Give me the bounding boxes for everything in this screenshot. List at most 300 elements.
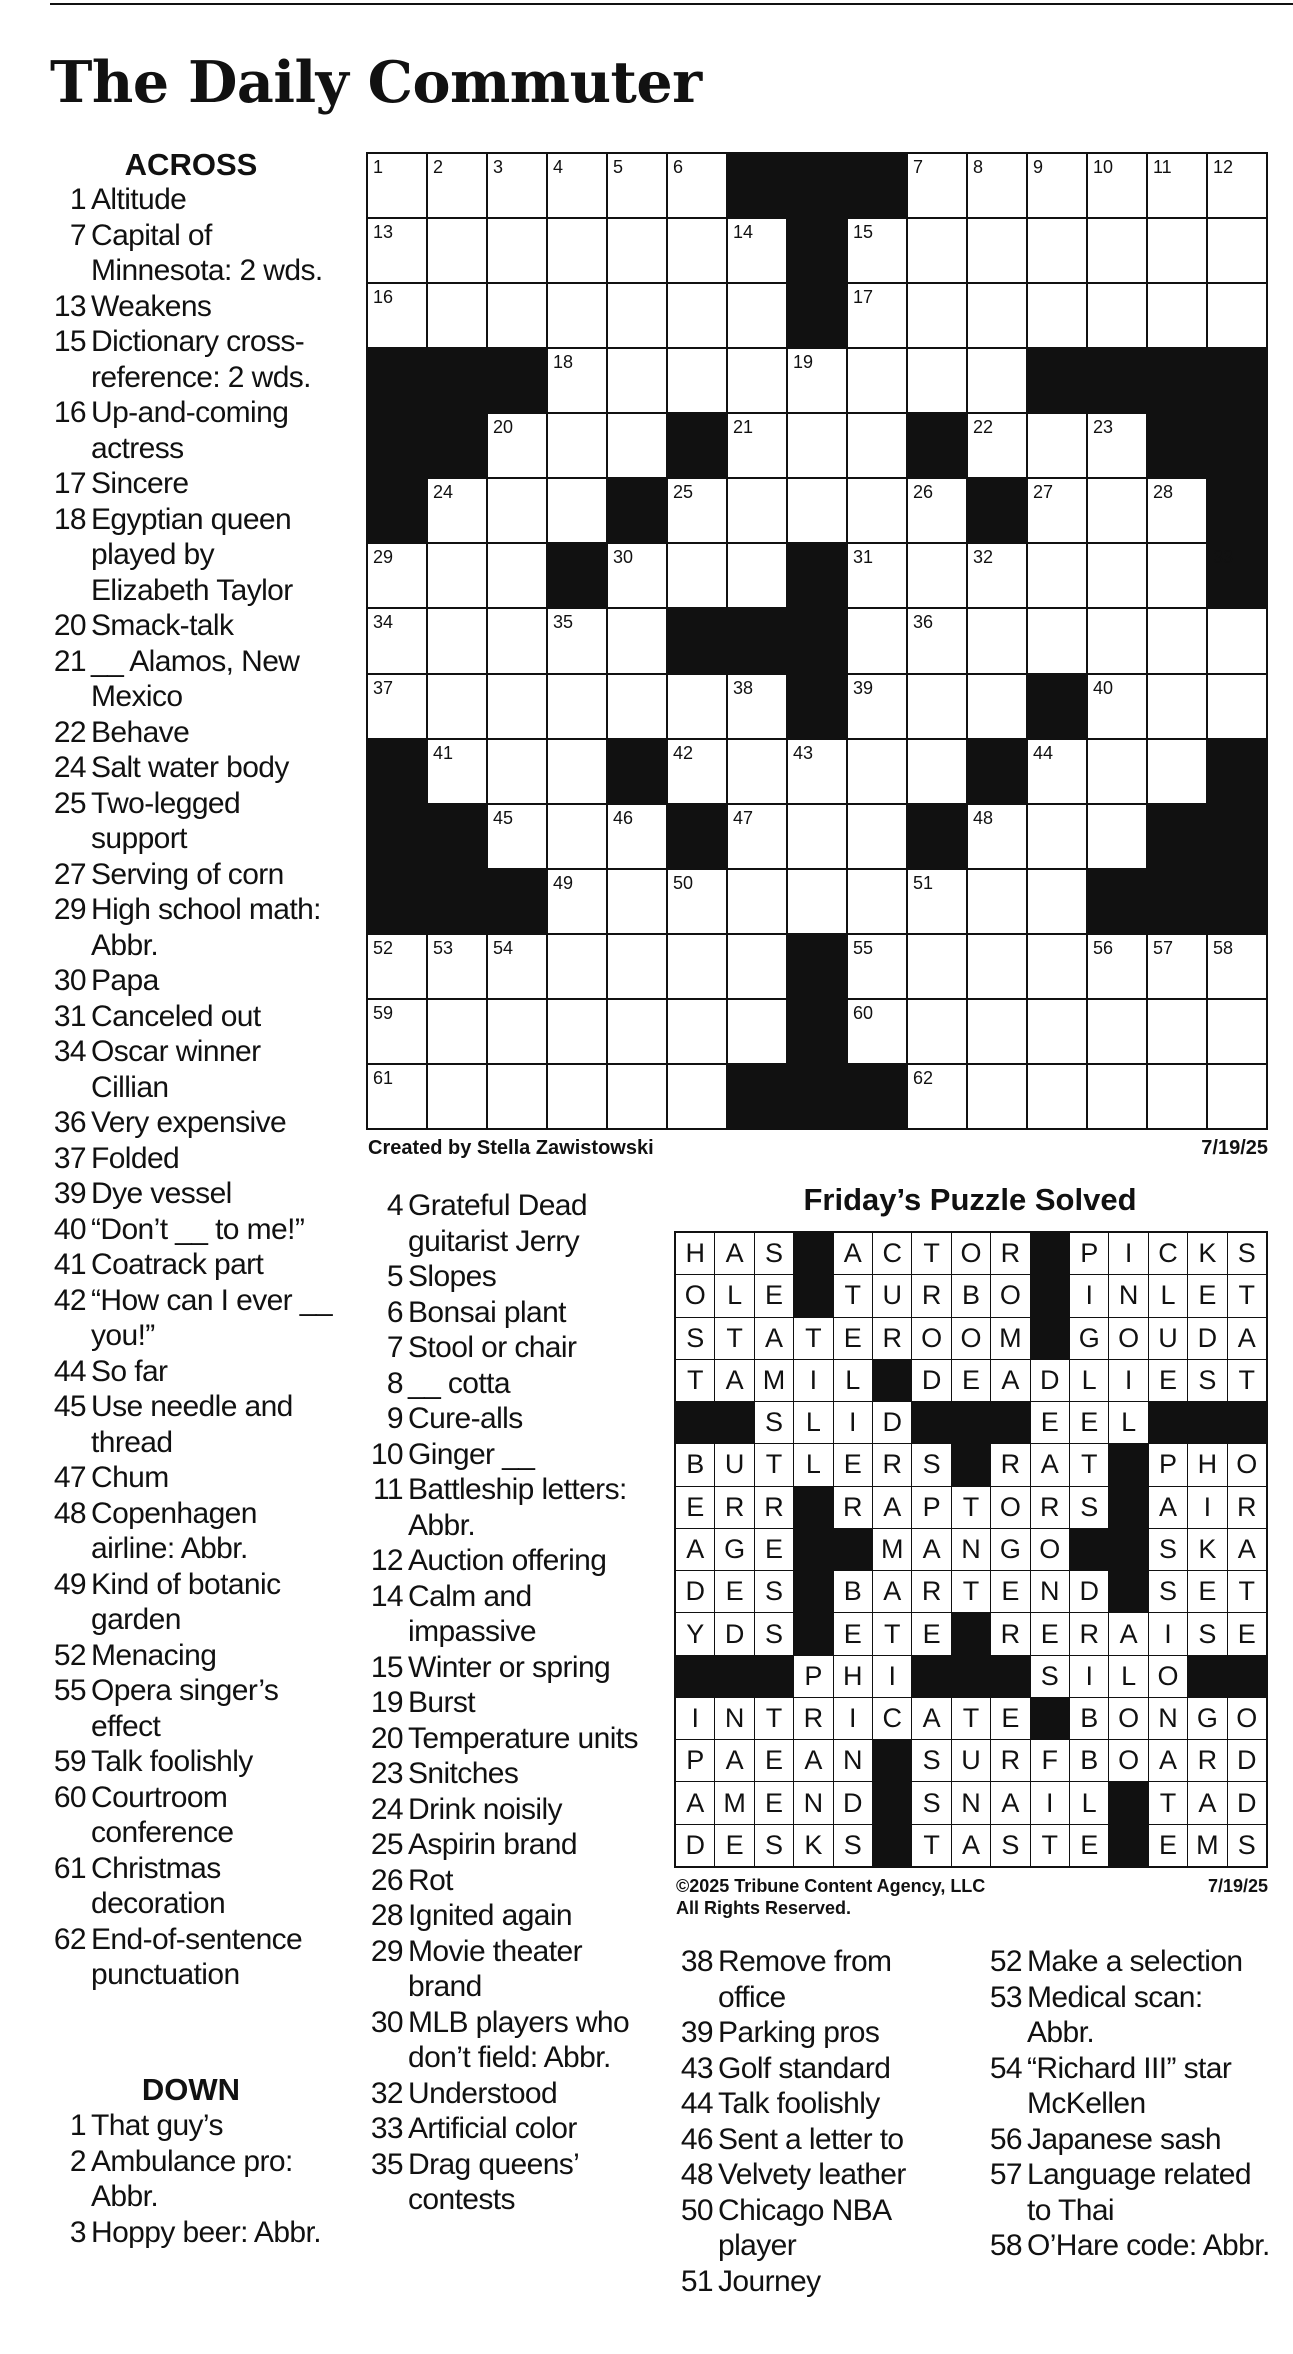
grid-cell[interactable]	[788, 870, 846, 933]
grid-cell[interactable]	[1208, 284, 1266, 347]
clue-text: Understood	[408, 2076, 558, 2110]
grid-cell[interactable]	[728, 284, 786, 347]
solved-letter: T	[952, 1487, 990, 1528]
grid-cell[interactable]	[608, 154, 666, 217]
grid-cell[interactable]	[728, 805, 786, 868]
black-square	[1148, 349, 1206, 412]
cell-number: 62	[913, 1067, 934, 1088]
clue-text: Auction offering	[408, 1544, 607, 1577]
clue-number: 62	[53, 1922, 86, 1956]
grid-cell[interactable]	[1208, 935, 1266, 998]
clue-text: Serving of corn	[91, 857, 284, 891]
grid-cell[interactable]	[1148, 479, 1206, 542]
solved-letter: I	[676, 1698, 714, 1739]
grid-cell[interactable]	[1028, 1065, 1086, 1128]
solved-letter: I	[1109, 1360, 1147, 1401]
clue-item	[975, 2228, 1275, 2264]
solved-letter: I	[834, 1402, 872, 1443]
grid-cell[interactable]	[668, 154, 726, 217]
grid-cell[interactable]	[668, 1065, 726, 1128]
grid-cell[interactable]	[908, 675, 966, 738]
grid-cell[interactable]	[548, 675, 606, 738]
clue-item	[40, 1744, 335, 1780]
grid-cell[interactable]	[968, 414, 1026, 477]
clue-item	[40, 1354, 335, 1390]
copyright-line-1: ©2025 Tribune Content Agency, LLC	[676, 1876, 986, 1896]
grid-cell[interactable]	[1088, 805, 1146, 868]
solved-letter: U	[1149, 1318, 1187, 1359]
top-rule	[50, 3, 1293, 5]
solved-letter: E	[1070, 1825, 1108, 1866]
grid-cell[interactable]	[368, 219, 426, 282]
grid-cell[interactable]	[488, 284, 546, 347]
clue-text: Chum	[91, 1461, 169, 1494]
grid-cell[interactable]	[668, 870, 726, 933]
clue-number: 11	[373, 1473, 403, 1506]
grid-cell[interactable]	[488, 740, 546, 803]
clue-item	[40, 786, 335, 857]
grid-cell[interactable]	[908, 609, 966, 672]
grid-cell[interactable]	[848, 414, 906, 477]
grid-cell[interactable]	[788, 740, 846, 803]
grid-cell[interactable]	[548, 219, 606, 282]
grid-cell[interactable]	[1148, 284, 1206, 347]
clue-item	[40, 1496, 335, 1567]
grid-cell[interactable]	[1028, 805, 1086, 868]
cell-number: 30	[613, 547, 634, 568]
grid-cell[interactable]	[608, 675, 666, 738]
grid-cell[interactable]	[428, 740, 486, 803]
clue-item	[665, 2051, 965, 2087]
black-square	[788, 544, 846, 607]
grid-cell[interactable]	[1208, 219, 1266, 282]
grid-cell[interactable]	[608, 414, 666, 477]
grid-cell[interactable]	[608, 805, 666, 868]
grid-cell[interactable]	[1088, 1065, 1146, 1128]
grid-cell[interactable]	[968, 935, 1026, 998]
grid-cell[interactable]	[848, 479, 906, 542]
grid-cell[interactable]	[548, 1065, 606, 1128]
grid-cell[interactable]	[548, 870, 606, 933]
solved-letter: D	[1188, 1318, 1226, 1359]
grid-cell[interactable]	[548, 284, 606, 347]
clue-text: Hoppy beer: Abbr.	[91, 2215, 321, 2249]
grid-cell[interactable]	[668, 349, 726, 412]
clue-item	[40, 1673, 335, 1744]
solved-letter: A	[755, 1318, 793, 1359]
grid-cell[interactable]	[728, 935, 786, 998]
grid-cell[interactable]	[908, 1000, 966, 1063]
grid-cell[interactable]	[1088, 609, 1146, 672]
grid-cell[interactable]	[728, 349, 786, 412]
grid-cell[interactable]	[1028, 154, 1086, 217]
black-square	[368, 414, 426, 477]
grid-cell[interactable]	[368, 154, 426, 217]
crossword-grid[interactable]	[366, 152, 1268, 1130]
grid-cell[interactable]	[608, 544, 666, 607]
grid-cell[interactable]	[368, 675, 426, 738]
solved-letter: S	[1188, 1613, 1226, 1654]
solved-black-square	[676, 1656, 714, 1697]
grid-cell[interactable]	[548, 154, 606, 217]
grid-cell[interactable]	[1088, 1000, 1146, 1063]
solved-letter: L	[794, 1444, 832, 1485]
grid-cell[interactable]	[548, 609, 606, 672]
grid-cell[interactable]	[1088, 154, 1146, 217]
down-heading: DOWN	[141, 2072, 241, 2107]
clue-item	[40, 182, 335, 218]
grid-cell[interactable]	[1088, 219, 1146, 282]
grid-cell[interactable]	[1088, 544, 1146, 607]
grid-cell[interactable]	[428, 1065, 486, 1128]
clue-text: Copenhagen airline: Abbr.	[91, 1496, 257, 1565]
solved-letter: R	[991, 1444, 1029, 1485]
grid-cell[interactable]	[968, 675, 1026, 738]
solved-letter: S	[912, 1782, 950, 1823]
grid-cell[interactable]	[1088, 935, 1146, 998]
grid-cell[interactable]	[668, 219, 726, 282]
grid-cell[interactable]	[488, 609, 546, 672]
grid-cell[interactable]	[668, 479, 726, 542]
clue-number: 32	[370, 2076, 403, 2110]
grid-cell[interactable]	[428, 154, 486, 217]
grid-cell[interactable]	[908, 349, 966, 412]
grid-cell[interactable]	[608, 1000, 666, 1063]
cell-number: 14	[733, 222, 754, 243]
clue-item	[40, 1105, 335, 1141]
grid-cell[interactable]	[1028, 740, 1086, 803]
grid-cell[interactable]	[608, 609, 666, 672]
solved-letter: K	[1188, 1233, 1226, 1274]
black-square	[1148, 870, 1206, 933]
cell-number: 41	[433, 742, 454, 763]
grid-cell[interactable]	[488, 805, 546, 868]
grid-cell[interactable]	[548, 1000, 606, 1063]
solved-letter: D	[1228, 1782, 1266, 1823]
grid-cell[interactable]	[368, 544, 426, 607]
grid-cell[interactable]	[428, 609, 486, 672]
black-square	[428, 414, 486, 477]
grid-cell[interactable]	[488, 414, 546, 477]
grid-cell[interactable]	[848, 609, 906, 672]
grid-cell[interactable]	[548, 479, 606, 542]
solved-letter: H	[676, 1233, 714, 1274]
grid-cell[interactable]	[428, 284, 486, 347]
grid-cell[interactable]	[968, 284, 1026, 347]
grid-cell[interactable]	[908, 544, 966, 607]
cell-number: 29	[373, 547, 394, 568]
grid-cell[interactable]	[728, 740, 786, 803]
grid-cell[interactable]	[488, 935, 546, 998]
grid-cell[interactable]	[1148, 219, 1206, 282]
solved-letter: H	[834, 1656, 872, 1697]
cell-number: 50	[673, 872, 694, 893]
grid-cell[interactable]	[368, 1000, 426, 1063]
solved-letter: S	[1070, 1487, 1108, 1528]
solved-letter: E	[991, 1698, 1029, 1739]
grid-cell[interactable]	[608, 349, 666, 412]
cell-number: 43	[793, 742, 814, 763]
solved-letter: S	[1228, 1825, 1266, 1866]
grid-cell[interactable]	[428, 219, 486, 282]
solved-letter: S	[991, 1825, 1029, 1866]
grid-cell[interactable]	[608, 284, 666, 347]
grid-cell[interactable]	[1088, 740, 1146, 803]
grid-cell[interactable]	[608, 219, 666, 282]
solved-letter: B	[1070, 1698, 1108, 1739]
solved-letter: A	[715, 1360, 753, 1401]
grid-cell[interactable]	[1148, 609, 1206, 672]
grid-cell[interactable]	[428, 1000, 486, 1063]
clue-item	[40, 218, 335, 289]
grid-cell[interactable]	[968, 349, 1026, 412]
clue-item	[665, 2193, 965, 2264]
solved-letter: B	[952, 1275, 990, 1316]
cell-number: 56	[1093, 937, 1114, 958]
grid-cell[interactable]	[608, 870, 666, 933]
clue-number: 24	[370, 1792, 403, 1826]
cell-number: 17	[853, 287, 874, 308]
clue-number: 19	[370, 1686, 403, 1719]
solved-letter: S	[755, 1825, 793, 1866]
grid-cell[interactable]	[1088, 675, 1146, 738]
grid-cell[interactable]	[968, 609, 1026, 672]
grid-cell[interactable]	[728, 479, 786, 542]
clue-text: Winter or spring	[408, 1650, 611, 1684]
clue-text: “Richard III” star McKellen	[1027, 2051, 1232, 2120]
grid-cell[interactable]	[548, 805, 606, 868]
clue-text: Movie theater brand	[408, 1934, 582, 2003]
solved-letter: P	[794, 1656, 832, 1697]
grid-cell[interactable]	[1148, 154, 1206, 217]
clue-item	[40, 1247, 335, 1283]
grid-cell[interactable]	[1028, 1000, 1086, 1063]
grid-cell[interactable]	[908, 935, 966, 998]
grid-cell[interactable]	[1028, 479, 1086, 542]
grid-cell[interactable]	[488, 675, 546, 738]
grid-cell[interactable]	[968, 1065, 1026, 1128]
grid-cell[interactable]	[908, 479, 966, 542]
grid-cell[interactable]	[848, 1000, 906, 1063]
grid-cell[interactable]	[1208, 154, 1266, 217]
grid-cell[interactable]	[608, 935, 666, 998]
black-square	[788, 1065, 846, 1128]
solved-letter: T	[1228, 1275, 1266, 1316]
cell-number: 23	[1093, 417, 1114, 438]
grid-cell[interactable]	[488, 479, 546, 542]
grid-cell[interactable]	[968, 219, 1026, 282]
grid-cell[interactable]	[848, 805, 906, 868]
grid-cell[interactable]	[968, 1000, 1026, 1063]
solved-letter: N	[952, 1529, 990, 1570]
grid-cell[interactable]	[1208, 675, 1266, 738]
grid-cell[interactable]	[728, 870, 786, 933]
grid-cell[interactable]	[728, 414, 786, 477]
grid-cell[interactable]	[368, 1065, 426, 1128]
black-square	[1028, 349, 1086, 412]
solved-black-square	[912, 1656, 950, 1697]
solved-letter: T	[1149, 1782, 1187, 1823]
clue-text: Cure-alls	[408, 1402, 523, 1435]
grid-cell[interactable]	[848, 935, 906, 998]
grid-cell[interactable]	[1208, 1065, 1266, 1128]
grid-cell[interactable]	[368, 935, 426, 998]
grid-cell[interactable]	[1028, 609, 1086, 672]
grid-cell[interactable]	[1088, 284, 1146, 347]
clue-item	[352, 1934, 652, 2005]
grid-cell[interactable]	[548, 349, 606, 412]
clue-number: 2	[69, 2144, 86, 2178]
clue-item	[665, 1944, 965, 2015]
grid-cell[interactable]	[428, 935, 486, 998]
grid-cell[interactable]	[668, 284, 726, 347]
cell-number: 46	[613, 807, 634, 828]
grid-cell[interactable]	[908, 740, 966, 803]
black-square	[428, 349, 486, 412]
grid-cell[interactable]	[488, 1000, 546, 1063]
solved-letter: P	[1149, 1444, 1187, 1485]
grid-cell[interactable]	[848, 740, 906, 803]
grid-cell[interactable]	[668, 1000, 726, 1063]
grid-cell[interactable]	[1028, 414, 1086, 477]
grid-cell[interactable]	[848, 870, 906, 933]
solved-letter: F	[1031, 1740, 1069, 1781]
grid-cell[interactable]	[1028, 544, 1086, 607]
grid-cell[interactable]	[848, 349, 906, 412]
grid-cell[interactable]	[1148, 675, 1206, 738]
cell-number: 26	[913, 482, 934, 503]
grid-cell[interactable]	[848, 284, 906, 347]
solved-letter: D	[676, 1571, 714, 1612]
grid-cell[interactable]	[1088, 414, 1146, 477]
grid-cell[interactable]	[968, 544, 1026, 607]
solved-letter: L	[794, 1402, 832, 1443]
grid-cell[interactable]	[968, 154, 1026, 217]
clue-number: 25	[53, 786, 86, 820]
clue-item	[40, 1034, 335, 1105]
grid-cell[interactable]	[668, 935, 726, 998]
solved-letter: L	[834, 1360, 872, 1401]
grid-cell[interactable]	[488, 1065, 546, 1128]
solved-letter: R	[755, 1487, 793, 1528]
grid-cell[interactable]	[548, 414, 606, 477]
grid-cell[interactable]	[728, 1000, 786, 1063]
grid-cell[interactable]	[908, 284, 966, 347]
clue-number: 59	[53, 1745, 86, 1778]
grid-cell[interactable]	[548, 935, 606, 998]
grid-cell[interactable]	[368, 284, 426, 347]
clue-item	[40, 502, 335, 609]
grid-cell[interactable]	[968, 870, 1026, 933]
grid-cell[interactable]	[908, 219, 966, 282]
grid-cell[interactable]	[428, 479, 486, 542]
grid-cell[interactable]	[968, 805, 1026, 868]
grid-cell[interactable]	[908, 1065, 966, 1128]
grid-cell[interactable]	[1148, 740, 1206, 803]
solved-black-square	[1188, 1402, 1226, 1443]
grid-cell[interactable]	[428, 544, 486, 607]
grid-cell[interactable]	[908, 154, 966, 217]
cell-number: 8	[973, 157, 984, 177]
grid-cell[interactable]	[668, 675, 726, 738]
solved-black-square	[952, 1656, 990, 1697]
cell-number: 16	[373, 287, 394, 308]
grid-cell[interactable]	[788, 805, 846, 868]
grid-cell[interactable]	[548, 740, 606, 803]
solved-letter: B	[1070, 1740, 1108, 1781]
clue-number: 33	[370, 2112, 403, 2145]
grid-cell[interactable]	[1148, 544, 1206, 607]
grid-cell[interactable]	[788, 479, 846, 542]
grid-cell[interactable]	[1028, 284, 1086, 347]
clue-item	[40, 1460, 335, 1496]
grid-cell[interactable]	[728, 219, 786, 282]
solved-letter: I	[1031, 1782, 1069, 1823]
grid-cell[interactable]	[488, 154, 546, 217]
grid-cell[interactable]	[668, 544, 726, 607]
solved-black-square	[1109, 1487, 1147, 1528]
clue-number: 6	[386, 1295, 403, 1329]
grid-cell[interactable]	[728, 675, 786, 738]
solved-letter: A	[1228, 1318, 1266, 1359]
grid-cell[interactable]	[368, 609, 426, 672]
clue-text: Menacing	[91, 1638, 217, 1672]
grid-cell[interactable]	[668, 740, 726, 803]
grid-cell[interactable]	[728, 544, 786, 607]
black-square	[728, 154, 786, 217]
grid-cell[interactable]	[1028, 219, 1086, 282]
solved-letter: A	[1149, 1740, 1187, 1781]
grid-cell[interactable]	[488, 544, 546, 607]
clue-text: That guy’s	[91, 2109, 223, 2142]
cell-number: 7	[913, 157, 924, 177]
clue-text: Ambulance pro: Abbr.	[91, 2144, 293, 2213]
black-square	[728, 1065, 786, 1128]
grid-cell[interactable]	[1088, 479, 1146, 542]
grid-cell[interactable]	[848, 544, 906, 607]
grid-cell[interactable]	[848, 675, 906, 738]
clue-item	[665, 2122, 965, 2158]
grid-cell[interactable]	[1148, 1065, 1206, 1128]
grid-cell[interactable]	[1148, 935, 1206, 998]
grid-cell[interactable]	[1028, 870, 1086, 933]
grid-cell[interactable]	[788, 349, 846, 412]
solved-letter: S	[912, 1444, 950, 1485]
grid-cell[interactable]	[428, 675, 486, 738]
grid-cell[interactable]	[1028, 935, 1086, 998]
cell-number: 37	[373, 677, 394, 698]
cell-number: 32	[973, 547, 994, 568]
clue-text: Velvety leather	[718, 2158, 906, 2191]
clue-text: Sent a letter to	[718, 2122, 904, 2156]
grid-cell[interactable]	[1208, 609, 1266, 672]
clue-number: 7	[69, 218, 86, 252]
clue-text: Papa	[91, 964, 159, 997]
solved-black-square	[715, 1656, 753, 1697]
clue-number: 41	[53, 1248, 86, 1281]
grid-cell[interactable]	[488, 219, 546, 282]
clue-text: Kind of botanic garden	[91, 1567, 281, 1636]
grid-cell[interactable]	[608, 1065, 666, 1128]
grid-cell[interactable]	[908, 870, 966, 933]
clue-item	[40, 289, 335, 325]
clue-number: 20	[370, 1721, 403, 1755]
grid-cell[interactable]	[1208, 1000, 1266, 1063]
grid-cell[interactable]	[788, 414, 846, 477]
black-square	[1148, 414, 1206, 477]
grid-cell[interactable]	[848, 219, 906, 282]
grid-cell[interactable]	[1148, 1000, 1206, 1063]
